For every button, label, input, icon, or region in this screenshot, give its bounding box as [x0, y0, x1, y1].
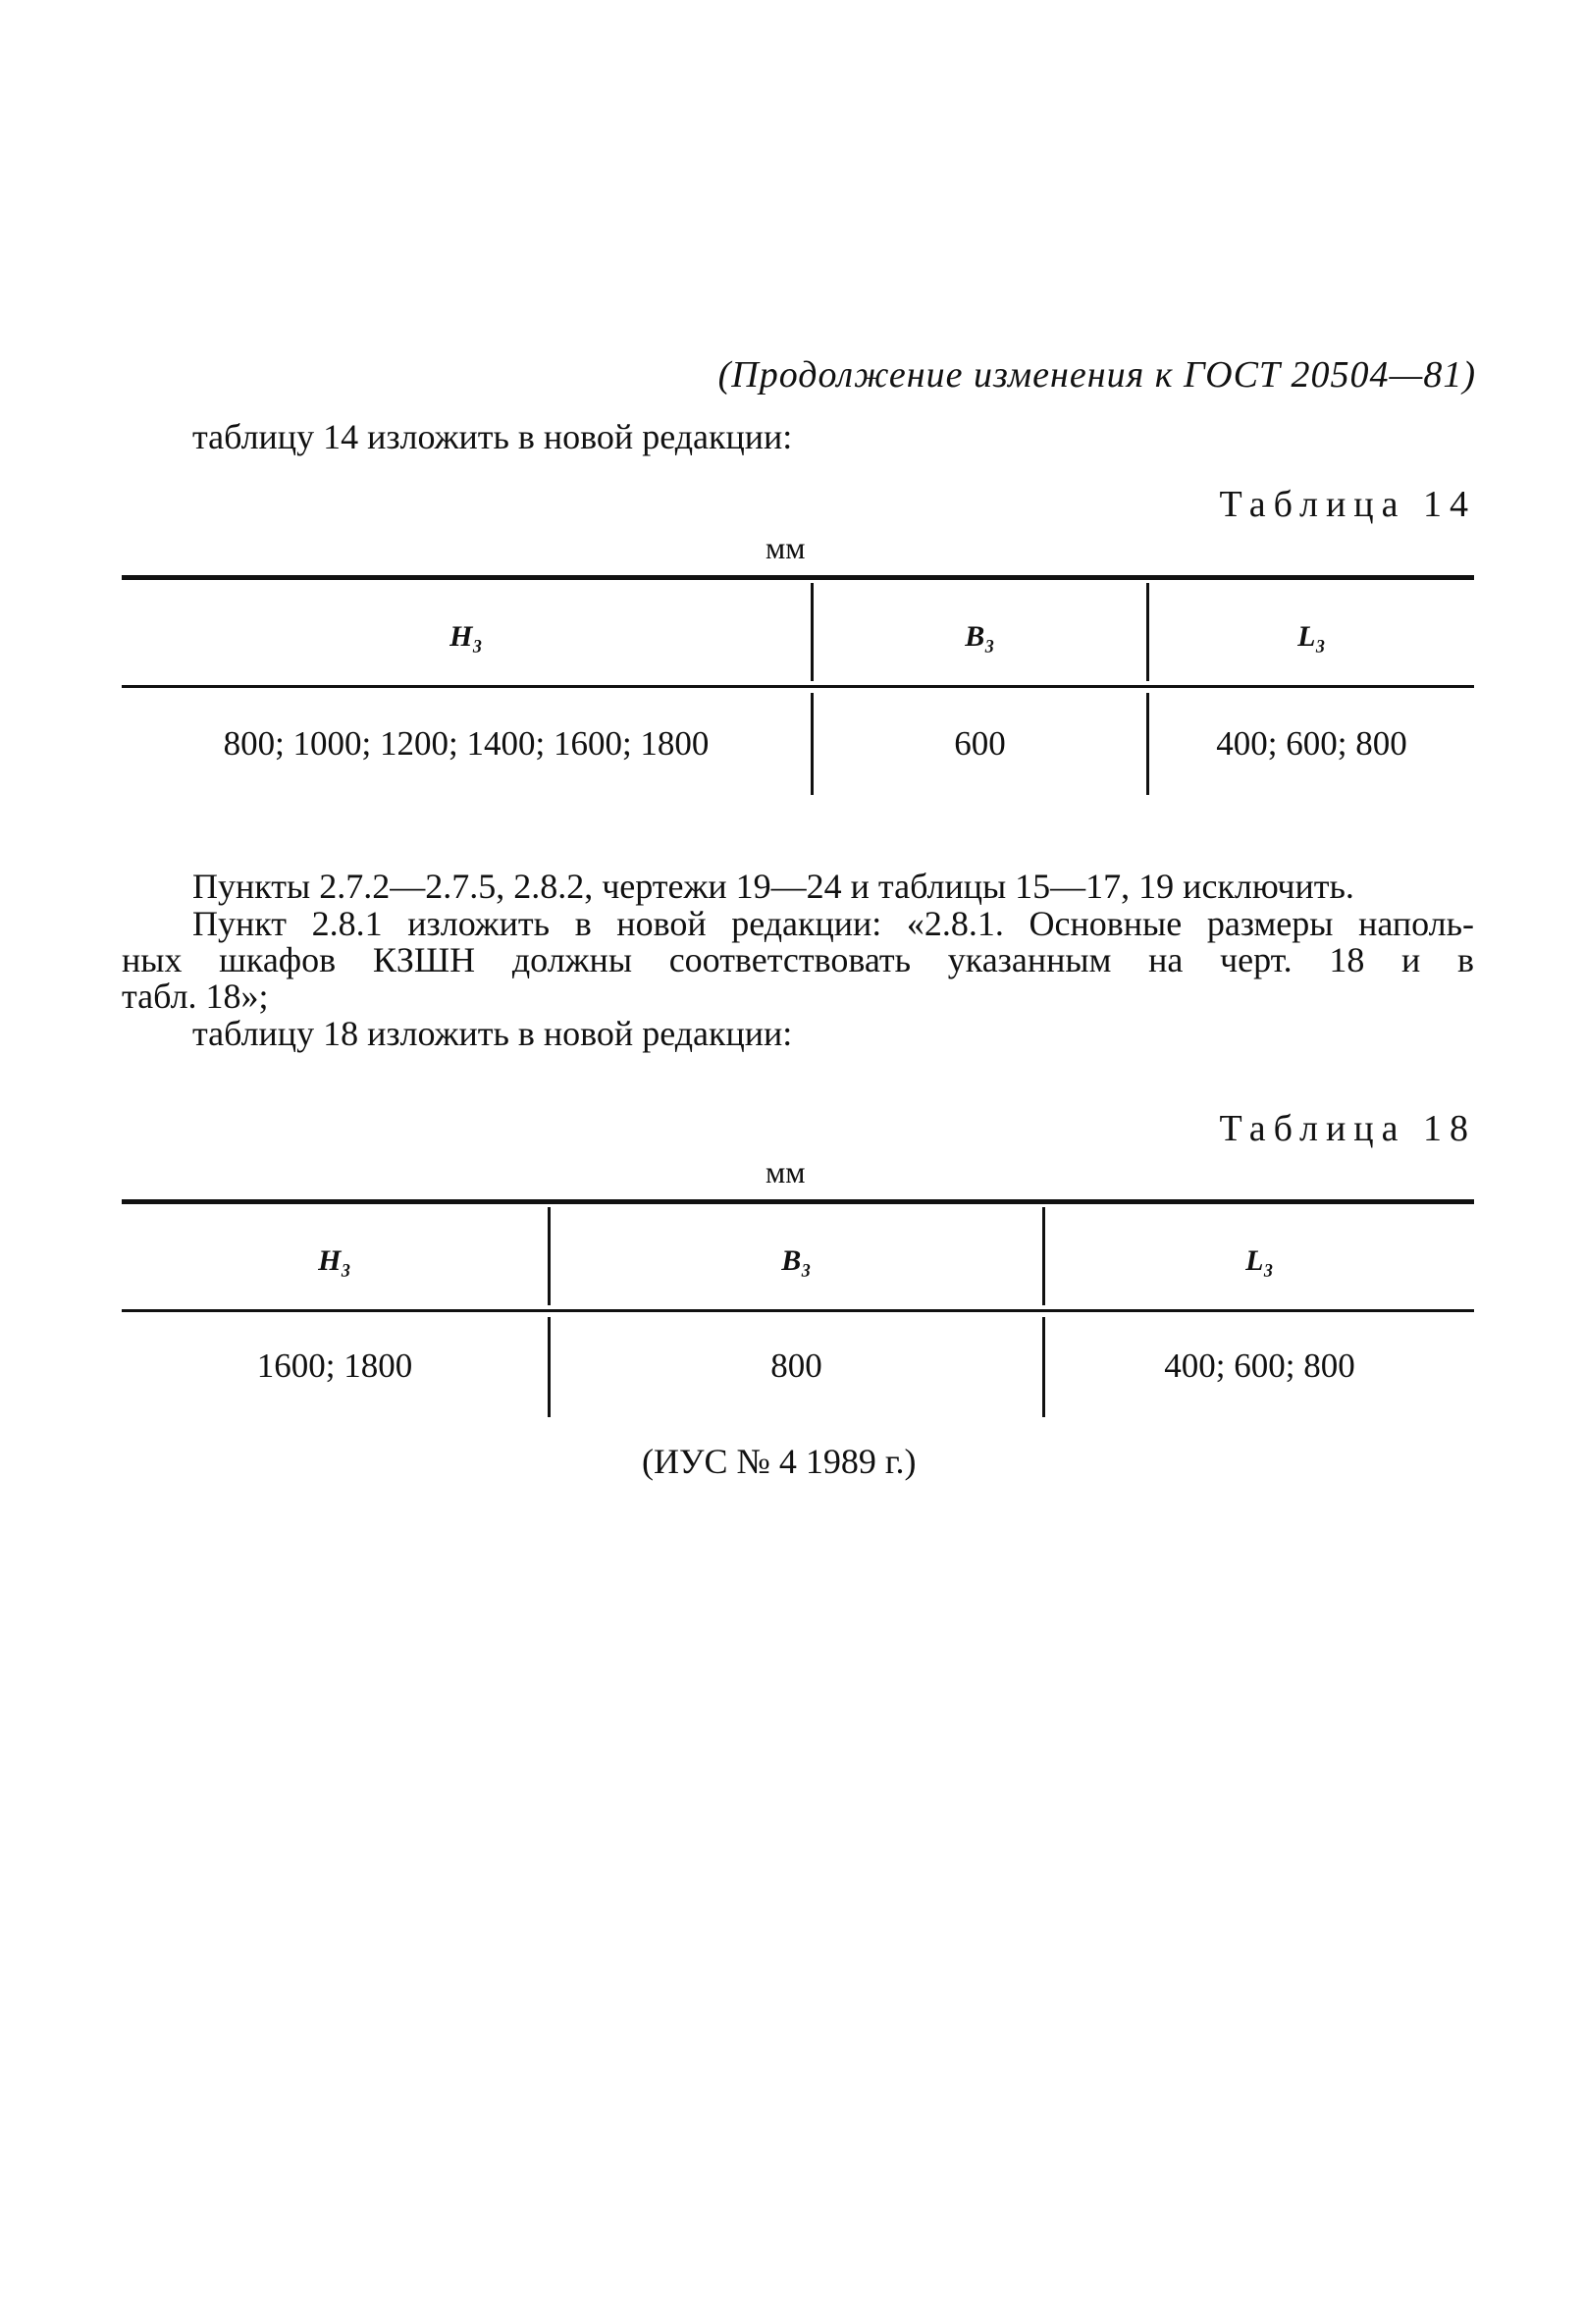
table18-header-b3: B₃: [781, 1244, 812, 1277]
table18-unit: мм: [766, 1154, 806, 1189]
table18-header-h3: H₃: [318, 1244, 351, 1277]
continuation-header: (Продолжение изменения к ГОСТ 20504—81): [717, 354, 1476, 396]
intro-table14-text: таблицу 14 изложить в новой редакции:: [192, 417, 793, 456]
table14-top-rule: [122, 575, 1474, 580]
table14-cell-h3: 800; 1000; 1200; 1400; 1600; 1800: [223, 724, 710, 763]
table14-header-l3: L₃: [1297, 620, 1326, 653]
table14-header-h3: H₃: [449, 620, 483, 653]
table18-header-rule: [122, 1309, 1474, 1312]
table14-unit: мм: [766, 530, 806, 565]
table18-cell-h3: 1600; 1800: [256, 1347, 413, 1385]
table14-header-b3: B₃: [965, 620, 995, 653]
intro-table18-text: таблицу 18 изложить в новой редакции:: [192, 1014, 793, 1053]
table14-cell-l3: 400; 600; 800: [1216, 724, 1407, 763]
table18-top-rule: [122, 1199, 1474, 1204]
table14-title: Таблица 14: [1219, 484, 1476, 525]
point-paragraph-line-3: табл. 18»;: [122, 977, 269, 1016]
point-paragraph-line-1: Пункт 2.8.1 изложить в новой редакции: «2.8.1. Основные размеры наполь-: [192, 904, 1474, 943]
table18-header-l3: L₃: [1245, 1244, 1274, 1277]
exclude-paragraph: Пункты 2.7.2—2.7.5, 2.8.2, чертежи 19—24 и таблицы 15—17, 19 исключить.: [192, 867, 1354, 906]
point-paragraph-line-2: ных шкафов КЗШН должны соответствовать указанным на черт. 18 и в: [122, 940, 1474, 979]
table18-cell-b3: 800: [770, 1347, 822, 1385]
table18-title: Таблица 18: [1219, 1108, 1476, 1149]
table18-cell-l3: 400; 600; 800: [1164, 1347, 1355, 1385]
table14-header-rule: [122, 685, 1474, 688]
table14-cell-b3: 600: [954, 724, 1006, 763]
source-footer: (ИУС № 4 1989 г.): [642, 1442, 917, 1481]
